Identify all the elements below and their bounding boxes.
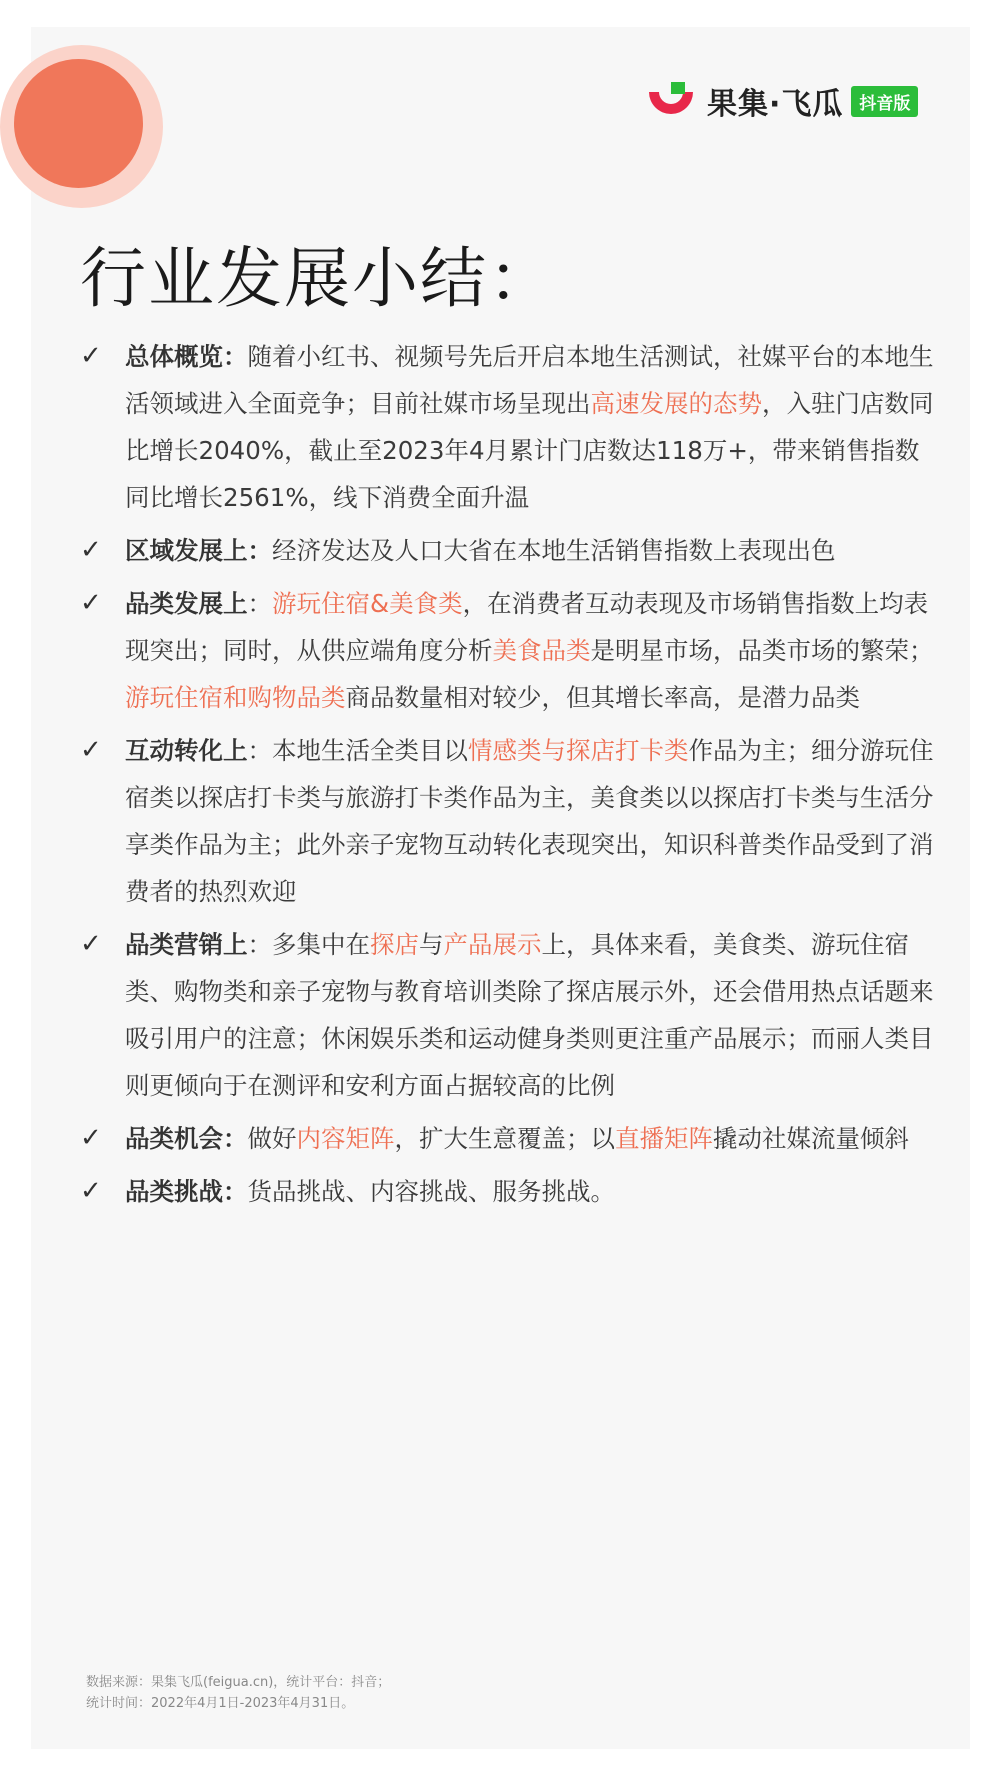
body-text: 撬动社媒流量倾斜 bbox=[713, 1124, 909, 1153]
summary-list bbox=[78, 333, 938, 1221]
highlight-text: 探店 bbox=[370, 930, 419, 959]
footer-period: 统计时间：2022年4月1日-2023年4月31日。 bbox=[86, 1696, 355, 1711]
checkmark-icon: ✓ bbox=[80, 588, 102, 618]
body-text: ：多集中在 bbox=[247, 930, 370, 959]
highlight-text: 内容矩阵 bbox=[296, 1124, 395, 1153]
summary-item-label: 区域发展上： bbox=[125, 536, 272, 565]
body-text: 经济发达及人口大省在本地生活销售指数上表现出色 bbox=[272, 536, 836, 565]
brand-name: 果集·飞瓜 bbox=[707, 87, 844, 122]
highlight-text: 美食品类 bbox=[492, 636, 591, 665]
body-text: ，在消费者互动表现及市场销售指数上均表现突出；同时，从供应端角度分析 bbox=[125, 589, 929, 665]
body-text: ： bbox=[247, 589, 272, 618]
summary-item-label: 总体概览： bbox=[125, 342, 248, 371]
summary-item-label: 品类挑战： bbox=[125, 1177, 248, 1206]
summary-item bbox=[78, 580, 938, 721]
page-title: 行业发展小结： bbox=[80, 240, 556, 317]
decorative-circle-inner bbox=[14, 59, 143, 188]
checkmark-icon: ✓ bbox=[80, 929, 102, 959]
summary-item bbox=[78, 527, 938, 574]
summary-item-label: 品类营销上 bbox=[125, 930, 248, 959]
summary-item-label: 互动转化上 bbox=[125, 736, 248, 765]
body-text: 与 bbox=[419, 930, 444, 959]
body-text: ：本地生活全类目以 bbox=[247, 736, 468, 765]
checkmark-icon: ✓ bbox=[80, 1176, 102, 1206]
body-text: ，入驻门店数同比增长2040%，截止至2023年4月累计门店数达118万+，带来销售指数同比增长2561%，线下消费全面升温 bbox=[125, 389, 934, 512]
highlight-text: 游玩住宿&美食类 bbox=[272, 589, 463, 618]
body-text: 作品为主；细分游玩住宿类以探店打卡类与旅游打卡类作品为主，美食类以以探店打卡类与生活分享类作品为主；此外亲子宠物互动转化表现突出，知识科普类作品受到了消费者的热烈欢迎 bbox=[125, 736, 934, 906]
highlight-text: 产品展示 bbox=[443, 930, 542, 959]
body-text: 货品挑战、内容挑战、服务挑战。 bbox=[247, 1177, 615, 1206]
checkmark-icon: ✓ bbox=[80, 735, 102, 765]
checkmark-icon: ✓ bbox=[80, 535, 102, 565]
body-text: ，扩大生意覆盖；以 bbox=[394, 1124, 615, 1153]
brand-badge: 抖音版 bbox=[851, 86, 918, 117]
summary-item bbox=[78, 333, 938, 521]
footer-source: 数据来源：果集飞瓜(feigua.cn)，统计平台：抖音； bbox=[86, 1675, 391, 1690]
highlight-text: 直播矩阵 bbox=[615, 1124, 713, 1153]
highlight-text: 情感类与探店打卡类 bbox=[468, 736, 689, 765]
body-text: 随着小红书、视频号先后开启本地生活测试，社媒平台的本地生活领域进入全面竞争；目前社媒市场呈现出 bbox=[125, 342, 934, 418]
summary-item bbox=[78, 1168, 938, 1215]
summary-item bbox=[78, 921, 938, 1109]
body-text: 上，具体来看，美食类、游玩住宿类、购物类和亲子宠物与教育培训类除了探店展示外，还会借用热点话题来吸引用户的注意；休闲娱乐类和运动健身类则更注重产品展示；而丽人类目则更倾向于在测评和安利方面占据较高的比例 bbox=[125, 930, 934, 1100]
summary-item-label: 品类发展上 bbox=[125, 589, 248, 618]
body-text: 是明星市场，品类市场的繁荣； bbox=[590, 636, 934, 665]
highlight-text: 高速发展的态势 bbox=[590, 389, 762, 418]
body-text: 做好 bbox=[247, 1124, 297, 1153]
brand-logo bbox=[645, 80, 918, 122]
footer-notes bbox=[86, 1672, 390, 1714]
summary-item bbox=[78, 1115, 938, 1162]
checkmark-icon: ✓ bbox=[80, 1123, 102, 1153]
body-text: 商品数量相对较少，但其增长率高，是潜力品类 bbox=[345, 683, 860, 712]
summary-item-label: 品类机会： bbox=[125, 1124, 248, 1153]
brand-logo-icon bbox=[645, 80, 701, 122]
checkmark-icon: ✓ bbox=[80, 341, 102, 371]
highlight-text: 游玩住宿和购物品类 bbox=[125, 683, 346, 712]
summary-item bbox=[78, 727, 938, 915]
